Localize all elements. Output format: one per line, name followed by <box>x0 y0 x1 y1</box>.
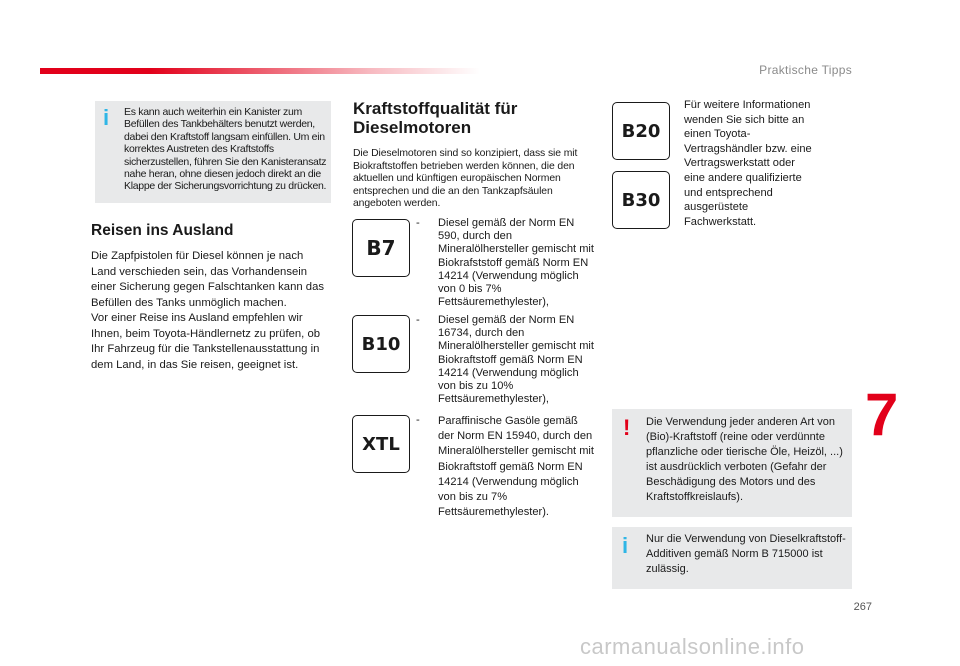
fuel-item-b10-text: Diesel gemäß der Norm EN 16734, durch den Mineralölhersteller gemischt mit Biokraftstoff gemäß Norm EN 14214 (Verwendung möglich von bis zu 10% Fettsäuremethylester), <box>438 314 594 406</box>
fuel-intro: Die Dieselmotoren sind so konzipiert, dass sie mit Biokraftstoffen betrieben werden können, die den aktuellen und künftigen europäischen Normen entsprechen und die an den Tankzapfsäulen angeboten werden. <box>353 148 578 210</box>
section-title: Praktische Tipps <box>759 63 852 77</box>
page-number: 267 <box>853 601 872 613</box>
info-text: Nur die Verwendung von Dieselkraftstoff-Additiven gemäß Norm B 715000 ist zulässig. <box>646 533 846 575</box>
warning-box <box>612 409 852 517</box>
fuel-badge-xtl: XTL <box>352 415 410 473</box>
travel-paragraph-2: Vor einer Reise ins Ausland empfehlen wir Ihnen, beim Toyota-Händlernetz zu prüfen, ob Ihr Fahrzeug für die Tankstellenausstattung in dem Land, in das Sie reisen, geeignet ist. <box>91 312 321 371</box>
header-accent-bar <box>40 68 480 74</box>
info-icon: i <box>622 533 629 558</box>
list-dash: - <box>416 217 420 229</box>
fuel-badge-b30: B30 <box>612 171 670 229</box>
info-box <box>612 527 852 589</box>
fuel-badge-b7: B7 <box>352 219 410 277</box>
fuel-heading: Kraftstoffqualität für Dieselmotoren <box>353 99 518 137</box>
list-dash: - <box>416 414 420 426</box>
warning-text: Die Verwendung jeder anderen Art von (Bio)-Kraftstoff (reine oder verdünnte pflanzliche oder tierische Öle, Heizöl, ...) ist ausdrücklich verboten (Gefahr der Beschädigung des Motors und des Kraftstoffkreislaufs). <box>646 416 843 503</box>
footer-watermark: carmanualsonline.info <box>580 634 805 659</box>
further-info-text: Für weitere Informationen wenden Sie sich bitte an einen Toyota-Vertragshändler bzw. eine Vertragswerkstatt oder eine andere qualifizierte und entsprechend ausgerüstete Fachwerkstatt. <box>684 99 812 228</box>
fuel-badge-b10: B10 <box>352 315 410 373</box>
fuel-item-xtl-text: Paraffinische Gasöle gemäß der Norm EN 15940, durch den Mineralölhersteller gemischt mit Biokraftstoff gemäß Norm EN 14214 (Verwendung möglich von bis zu 7% Fettsäuremethylester). <box>438 415 594 519</box>
travel-heading: Reisen ins Ausland <box>91 222 234 239</box>
chapter-number: 7 <box>865 381 899 448</box>
travel-paragraph-1: Die Zapfpistolen für Diesel können je nach Land verschieden sein, das Vorhandensein einer Sicherung gegen Falschtanken kann das Befüllen des Tanks unmöglich machen. <box>91 250 324 309</box>
info-icon: i <box>103 105 110 130</box>
list-dash: - <box>416 314 420 326</box>
fuel-item-b7-text: Diesel gemäß der Norm EN 590, durch den Mineralölhersteller gemischt mit Biokrafststoff gemäß Norm EN 14214 (Verwendung möglich von 0 bis 7% Fettsäuremethylester), <box>438 217 594 309</box>
fuel-badge-b20: B20 <box>612 102 670 160</box>
tip-box <box>95 101 331 203</box>
warning-icon: ! <box>623 415 631 440</box>
tip-text: Es kann auch weiterhin ein Kanister zum Befüllen des Tankbehälters benutzt werden, dabei den Kraftstoff langsam einfüllen. Um ein korrektes Austreten des Kraftstoffs sicherzustellen, führen Sie den Kanisteransatz nahe heran, ohne diesen jedoch direkt an die Klappe der Sicherungsvorrichtung zu drücken. <box>124 106 327 193</box>
